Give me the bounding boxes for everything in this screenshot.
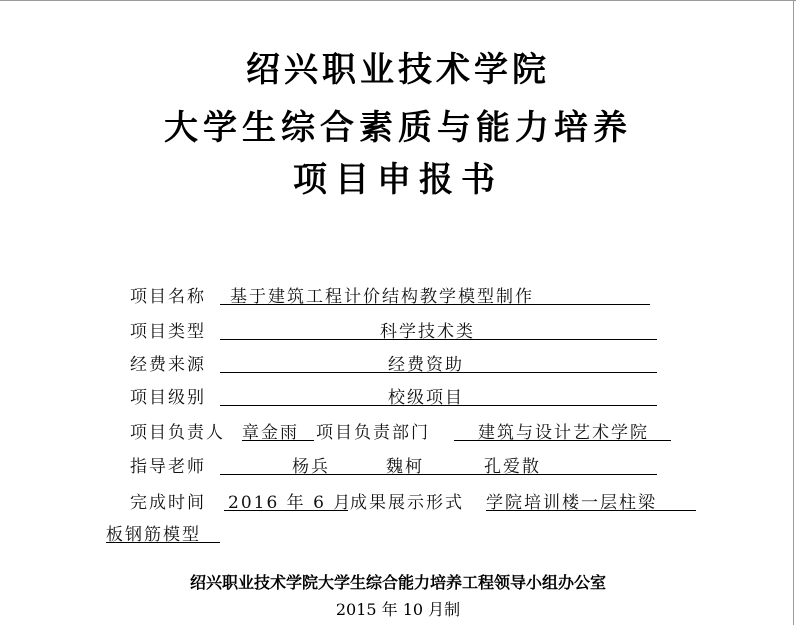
row-advisors [130, 452, 670, 476]
completion-field [224, 488, 353, 513]
project-name-value: 基于建筑工程计价结构教学模型制作 [230, 287, 534, 307]
page-right-border [793, 0, 794, 625]
project-level-label: 项目级别 [130, 388, 206, 408]
page-top-border [0, 0, 796, 1]
leader-field [242, 418, 314, 441]
row-project-type [130, 317, 670, 341]
leader-value: 章金雨 [242, 423, 299, 443]
result-value-line1: 学院培训楼一层柱梁 [486, 493, 657, 513]
department-value: 建筑与设计艺术学院 [478, 423, 649, 443]
row-result-continuation [106, 520, 246, 544]
project-name-label: 项目名称 [130, 287, 206, 307]
project-type-value: 科学技术类 [380, 322, 475, 342]
result-value-line2: 板钢筋模型 [106, 525, 201, 545]
funding-source-field [220, 350, 657, 373]
footer-office: 绍兴职业技术学院大学生综合能力培养工程领导小组办公室 [189, 573, 606, 592]
footer-date: 2015 年 10 月制 [335, 600, 461, 619]
row-completion-result [130, 488, 710, 512]
result-field [486, 488, 696, 511]
department-label: 项目负责部门 [316, 423, 430, 443]
completion-value: 2016 年 6 月 [228, 493, 353, 513]
completion-label: 完成时间 [130, 493, 206, 513]
advisor-field [220, 452, 657, 475]
row-project-name [130, 282, 670, 306]
result-field-continuation [106, 520, 220, 543]
result-label: 成果展示形式 [350, 493, 464, 513]
title-document-type: 项目申报书 [293, 160, 503, 200]
project-type-field [220, 317, 657, 340]
department-field [454, 418, 671, 441]
title-institution: 绍兴职业技术学院 [246, 50, 550, 90]
leader-label: 项目负责人 [130, 423, 225, 443]
advisor-name: 孔爱散 [484, 457, 541, 477]
project-level-value: 校级项目 [388, 388, 464, 408]
advisor-label: 指导老师 [130, 457, 206, 477]
project-type-label: 项目类型 [130, 322, 206, 342]
advisor-name: 魏柯 [386, 457, 424, 477]
row-project-level [130, 383, 670, 407]
advisor-name: 杨兵 [292, 457, 330, 477]
funding-source-label: 经费来源 [130, 355, 206, 375]
row-leader-department [130, 418, 690, 442]
row-funding-source [130, 350, 670, 374]
funding-source-value: 经费资助 [388, 355, 464, 375]
project-name-field [220, 282, 650, 305]
title-program: 大学生综合素质与能力培养 [164, 108, 632, 148]
project-level-field [220, 383, 657, 406]
